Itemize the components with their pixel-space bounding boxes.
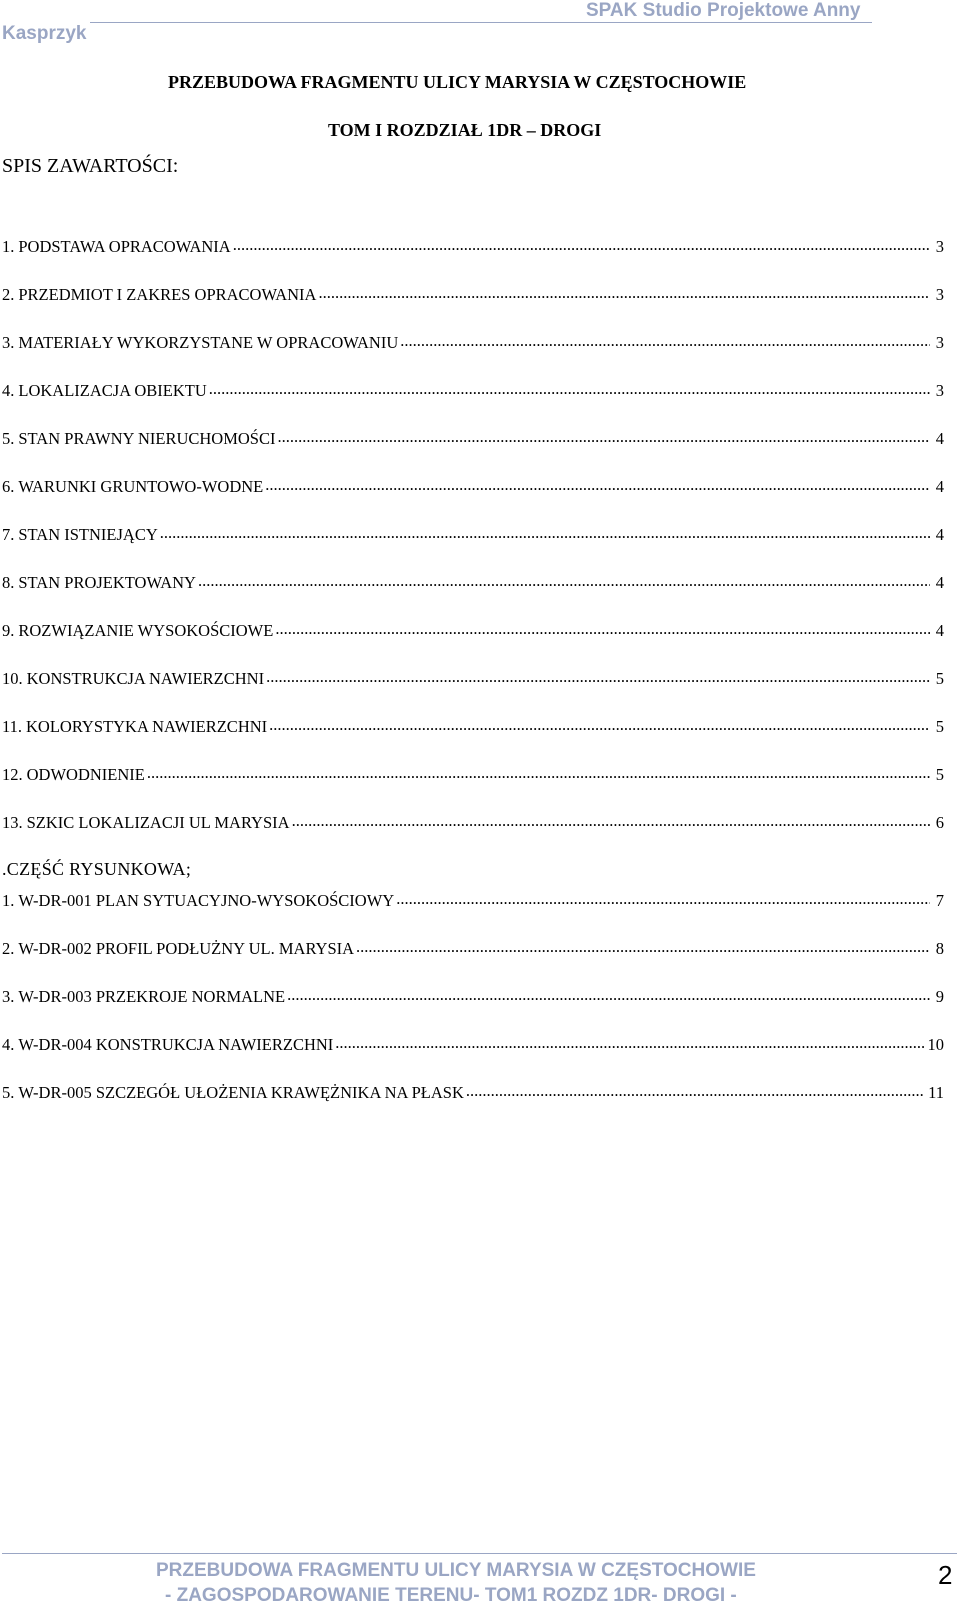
toc-entry-number: 12. bbox=[2, 764, 23, 784]
toc-leader-dots bbox=[275, 619, 930, 636]
drawing-entry-number: 5. bbox=[2, 1082, 15, 1102]
drawing-entry[interactable] bbox=[2, 1081, 944, 1129]
drawing-entry-page: 11 bbox=[928, 1082, 944, 1102]
footer-project-title: PRZEBUDOWA FRAGMENTU ULICY MARYSIA W CZĘSTOCHOWIE bbox=[156, 1560, 756, 1581]
toc-entry-label: STAN PRAWNY NIERUCHOMOŚCI bbox=[18, 428, 276, 448]
toc-entry-number: 13. bbox=[2, 812, 23, 832]
toc-entry-number: 9. bbox=[2, 620, 15, 640]
toc-leader-dots bbox=[269, 715, 930, 732]
toc-entry[interactable] bbox=[2, 619, 944, 667]
drawing-entry-label: W-DR-004 KONSTRUKCJA NAWIERZCHNI bbox=[18, 1034, 334, 1054]
toc-entry-label: WARUNKI GRUNTOWO-WODNE bbox=[18, 476, 264, 496]
footer-volume-info: - ZAGOSPODAROWANIE TERENU- TOM1 ROZDZ 1DR- DROGI - bbox=[165, 1585, 737, 1606]
toc-entry[interactable] bbox=[2, 523, 944, 571]
toc-entry-page: 3 bbox=[935, 284, 944, 304]
drawing-entry-page: 9 bbox=[935, 986, 944, 1006]
header-company-name: SPAK Studio Projektowe Anny bbox=[586, 0, 861, 21]
toc-leader-dots bbox=[335, 1033, 923, 1050]
drawing-entry[interactable] bbox=[2, 937, 944, 985]
toc-entry-page: 5 bbox=[935, 764, 944, 784]
toc-entry-page: 4 bbox=[935, 572, 944, 592]
toc-entry-label: ODWODNIENIE bbox=[26, 764, 145, 784]
toc-entry[interactable] bbox=[2, 379, 944, 427]
page-number: 2 bbox=[938, 1560, 953, 1590]
toc-leader-dots bbox=[266, 667, 930, 684]
drawing-entry[interactable] bbox=[2, 1033, 944, 1081]
toc-entry[interactable] bbox=[2, 811, 944, 859]
toc-leader-dots bbox=[147, 763, 930, 780]
toc-entry-label: LOKALIZACJA OBIEKTU bbox=[18, 380, 207, 400]
toc-leader-dots bbox=[209, 379, 930, 396]
toc-leader-dots bbox=[277, 427, 930, 444]
toc-entry-page: 4 bbox=[935, 428, 944, 448]
toc-leader-dots bbox=[160, 523, 930, 540]
document-subtitle: TOM I ROZDZIAŁ 1DR – DROGI bbox=[328, 120, 602, 140]
table-of-contents bbox=[2, 235, 944, 1129]
toc-entry[interactable] bbox=[2, 763, 944, 811]
toc-entry[interactable] bbox=[2, 571, 944, 619]
drawing-entry-page: 7 bbox=[935, 890, 944, 910]
toc-leader-dots bbox=[466, 1081, 924, 1098]
toc-entry[interactable] bbox=[2, 427, 944, 475]
toc-entry[interactable] bbox=[2, 715, 944, 763]
toc-entry[interactable] bbox=[2, 667, 944, 715]
toc-entry-number: 5. bbox=[2, 428, 15, 448]
toc-entry-label: PODSTAWA OPRACOWANIA bbox=[18, 236, 231, 256]
toc-leader-dots bbox=[400, 331, 930, 348]
toc-entry-number: 2. bbox=[2, 284, 15, 304]
toc-leader-dots bbox=[265, 475, 930, 492]
toc-entry-page: 4 bbox=[935, 476, 944, 496]
toc-entry-page: 3 bbox=[935, 236, 944, 256]
toc-entry-label: PRZEDMIOT I ZAKRES OPRACOWANIA bbox=[18, 284, 317, 304]
toc-entry-number: 10. bbox=[2, 668, 23, 688]
toc-entry[interactable] bbox=[2, 475, 944, 523]
drawing-entry-label: W-DR-002 PROFIL PODŁUŻNY UL. MARYSIA bbox=[18, 938, 355, 958]
toc-entry-number: 11. bbox=[2, 716, 23, 736]
footer-rule bbox=[2, 1553, 957, 1554]
drawing-entry-number: 3. bbox=[2, 986, 15, 1006]
drawing-entry[interactable] bbox=[2, 889, 944, 937]
toc-entry-label: KOLORYSTYKA NAWIERZCHNI bbox=[26, 716, 268, 736]
toc-entry-label: ROZWIĄZANIE WYSOKOŚCIOWE bbox=[18, 620, 274, 640]
toc-entry-number: 4. bbox=[2, 380, 15, 400]
drawing-entry-page: 8 bbox=[935, 938, 944, 958]
drawing-entry-number: 1. bbox=[2, 890, 15, 910]
toc-leader-dots bbox=[318, 283, 930, 300]
header-rule bbox=[90, 22, 872, 23]
drawing-entry-label: W-DR-001 PLAN SYTUACYJNO-WYSOKOŚCIOWY bbox=[18, 890, 395, 910]
toc-entry-label: STAN PROJEKTOWANY bbox=[18, 572, 196, 592]
toc-entry-label: STAN ISTNIEJĄCY bbox=[18, 524, 158, 544]
header-company-owner: Kasprzyk bbox=[2, 23, 87, 44]
toc-entry-page: 3 bbox=[935, 380, 944, 400]
toc-entry-number: 6. bbox=[2, 476, 15, 496]
toc-entry-number: 7. bbox=[2, 524, 15, 544]
toc-entry-number: 3. bbox=[2, 332, 15, 352]
toc-entry-label: KONSTRUKCJA NAWIERZCHNI bbox=[26, 668, 265, 688]
toc-entry[interactable] bbox=[2, 331, 944, 379]
toc-entry-page: 5 bbox=[935, 668, 944, 688]
toc-entry-number: 1. bbox=[2, 236, 15, 256]
toc-entry-page: 6 bbox=[935, 812, 944, 832]
toc-leader-dots bbox=[287, 985, 930, 1002]
toc-leader-dots bbox=[233, 235, 930, 252]
toc-leader-dots bbox=[292, 811, 930, 828]
drawing-entry-page: 10 bbox=[927, 1034, 944, 1054]
toc-entry-page: 3 bbox=[935, 332, 944, 352]
toc-leader-dots bbox=[396, 889, 930, 906]
drawing-entry-number: 4. bbox=[2, 1034, 15, 1054]
drawings-section-heading: .CZĘŚĆ RYSUNKOWA; bbox=[2, 859, 192, 879]
toc-entry-label: SZKIC LOKALIZACJI UL MARYSIA bbox=[26, 812, 290, 832]
drawing-entry-label: W-DR-003 PRZEKROJE NORMALNE bbox=[18, 986, 286, 1006]
drawing-entry[interactable] bbox=[2, 985, 944, 1033]
drawing-entry-number: 2. bbox=[2, 938, 15, 958]
toc-entry-number: 8. bbox=[2, 572, 15, 592]
toc-leader-dots bbox=[356, 937, 930, 954]
document-title: PRZEBUDOWA FRAGMENTU ULICY MARYSIA W CZĘSTOCHOWIE bbox=[168, 72, 747, 92]
toc-entry[interactable] bbox=[2, 283, 944, 331]
drawing-entry-label: W-DR-005 SZCZEGÓŁ UŁOŻENIA KRAWĘŻNIKA NA PŁASK bbox=[18, 1082, 464, 1102]
toc-entry-page: 4 bbox=[935, 524, 944, 544]
toc-entry-label: MATERIAŁY WYKORZYSTANE W OPRACOWANIU bbox=[18, 332, 399, 352]
toc-leader-dots bbox=[198, 571, 930, 588]
toc-entry-page: 5 bbox=[935, 716, 944, 736]
toc-entry[interactable] bbox=[2, 235, 944, 283]
toc-heading: SPIS ZAWARTOŚCI: bbox=[2, 155, 179, 177]
toc-entry-page: 4 bbox=[935, 620, 944, 640]
